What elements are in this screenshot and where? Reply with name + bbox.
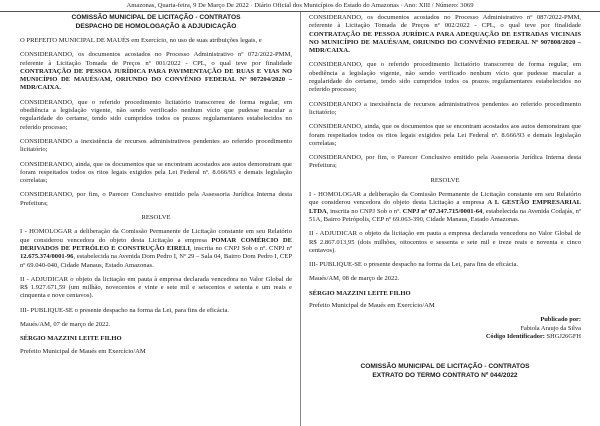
left-signer-name: SÉRGIO MAZZINI LEITE FILHO	[20, 335, 122, 343]
right-paragraph-2: CONSIDERANDO, que o referido procedimento licitatório transcorreu de forma regular, em obediência a legislação vigente, não sendo verificado nenhum vício que pudesse macular a regularidade do certame, tendo sido cumpridos todos os prazos regulamentares estabelecidos no referido processo;	[309, 61, 581, 94]
page-header: Amazonas, Quarta-feira, 9 De Março De 2022 · Diário Oficial dos Municípios do Estado do Amazonas · Ano: XIII / Número: 3069	[0, 0, 600, 12]
right-date: Maués/AM, 08 de março de 2022.	[309, 275, 400, 283]
publication-info	[479, 316, 581, 341]
extract-title	[309, 363, 581, 380]
identifier-code: Código Identificador: SHGJ26GFH	[485, 332, 581, 340]
publisher-name: Fabiola Araujo da Silva	[520, 324, 581, 332]
right-column	[309, 14, 581, 380]
left-date: Maués/AM, 07 de março de 2022.	[20, 321, 111, 329]
right-resolution-3: III- PUBLIQUE-SE o presente despacho na forma da Lei, para fins de eficácia.	[309, 261, 519, 269]
left-paragraph-4: CONSIDERANDO a inexistência de recursos administrativos pendentes ao referido procedimento licitatório;	[20, 137, 292, 154]
right-paragraph-1: CONSIDERANDO, os documentos acostados no Processo Administrativo nº 087/2022-PMM, referente à Licitação Tomada de Preços nº 002/2022 - CPL, o qual teve por finalidade CONTRATAÇÃO DE PESSOA JURÍDICA PARA ADEQUAÇÃO DE ESTRADAS VICINAIS NO MUNICÍPIO DE MAUÉS/AM, ORIUNDO DO CONVÊNIO FEDERAL Nº 907808/2020 – MDR/CAIXA.	[309, 14, 581, 55]
left-column	[20, 14, 292, 362]
left-title-line2: DESPACHO DE HOMOLOGAÇÃO & ADJUDICAÇÃO	[75, 22, 237, 30]
extract-title-line1: COMISSÃO MUNICIPAL DE LICITAÇÃO - CONTRATOS	[360, 363, 530, 371]
right-resolve-heading: RESOLVE	[430, 176, 460, 184]
left-paragraph-5: CONSIDERANDO, ainda, que os documentos que se encontram acostados aos autos demonstram que foram respeitados todos os ritos legais exigidos pela Lei Federal nº. 8.666/93 e demais legislação correlatas;	[20, 160, 292, 185]
left-paragraph-1: O PREFEITO MUNICIPAL DE MAUÉS em Exercício, no uso de suas atribuições legais, e	[20, 37, 262, 44]
left-paragraph-6: CONSIDERANDO, por fim, o Parecer Conclusivo emitido pela Assessoria Jurídica Interna desta Prefeitura;	[20, 191, 292, 207]
column-divider	[300, 12, 301, 426]
left-paragraph-3: CONSIDERANDO, que o referido procedimento licitatório transcorreu de forma regular, em obediência a legislação vigente, não sendo verificado nenhum vício que pudesse macular a regularidade do certame, tendo sido cumpridos todos os prazos regulamentares estabelecidos no referido processo;	[20, 98, 292, 131]
right-paragraph-3: CONSIDERANDO a inexistência de recursos administrativos pendentes ao referido procedimento licitatório;	[309, 100, 581, 116]
right-signer-name: SÉRGIO MAZZINI LEITE FILHO	[309, 289, 411, 297]
published-by-label: Publicado por:	[540, 316, 581, 324]
right-resolution-2: II - ADJUDICAR o objeto da licitação em pauta a empresa declarada vencedora no Valor Global de R$ 2.867.013,95 (dois milhões, oitocentos e sessenta e sete mil e treze reais e noventa e cinco centavos).	[309, 230, 581, 254]
left-signer-role: Prefeito Municipal de Maués em Exercício/AM	[20, 347, 146, 355]
right-signer-role: Prefeito Municipal de Maués em Exercício/AM	[309, 302, 435, 310]
left-title	[20, 14, 292, 31]
right-resolution-1: I - HOMOLOGAR a deliberação da Comissão Permanente de Licitação constante em seu Relatório que considerou vencedora do objeto desta Licitação a empresa A L GESTÃO EMPRESARIAL LTDA, inscrita no CNPJ Sob o nº. CNPJ nº 07.347.715/0001-64, estabelecida na Avenida Codajás, nº 51A, Bairro Petrópolis, CEP nº 69.063-390, Cidade Manaus, Estado Amazonas.	[309, 191, 582, 223]
left-paragraph-2: CONSIDERANDO, os documentos acostados no Processo Administrativo nº 072/2022-PMM, referente à Licitação Tomada de Preços nº 001/2022 - CPL, o qual teve por finalidade CONTRATAÇÃO DE PESSOA JURÍDICA PARA PAVIMENTAÇÃO DE RUAS E VIAS NO MUNICÍPIO DE MAUÉS/AM, ORIUNDO DO CONVÊNIO FEDERAL Nº 907204/2020 – MDR/CAIXA.	[20, 51, 292, 92]
extract-title-line2: EXTRATO DO TERMO CONTRATO Nº 044/2022	[372, 371, 518, 379]
left-resolution-1: I - HOMOLOGAR a deliberação da Comissão Permanente de Licitação constante em seu Relatório que considerou vencedora do objeto desta Licitação a empresa POMAR COMÉRCIO DE DERIVADOS DE PETRÓLEO E CONSTRUÇÃO EIRELI, inscrita no CNPJ Sob o nº. CNPJ nº 12.675.374/0001-96, estabelecida na Avenida Dom Pedro I, Nº 29 – Sala 04, Bairro Dom Pedro I, CEP nº 69.040-040, Cidade Manaus, Estado Amazonas.	[20, 228, 293, 269]
left-resolution-2: II - ADJUDICAR o objeto da licitação em pauta à empresa declarada vencedora no Valor Global de R$ 1.927.671,59 (um milhão, novecentos e vinte e sete mil e seiscentos e setenta e um reais e cinquenta e nove centavos).	[20, 275, 292, 300]
right-paragraph-5: CONSIDERANDO, por fim, o Parecer Conclusivo emitido pela Assessoria Jurídica Interna desta Prefeitura;	[309, 154, 581, 170]
left-title-line1: COMISSÃO MUNICIPAL DE LICITAÇÃO - CONTRATOS	[71, 14, 241, 21]
left-resolve-heading: RESOLVE	[141, 214, 171, 222]
right-paragraph-4: CONSIDERANDO, ainda, que os documentos que se encontram acostados aos autos demonstram que foram respeitados todos os ritos legais exigidos pela Lei Federal nº. 8.666/93 e demais legislação correlatas;	[309, 123, 581, 147]
left-resolution-3: III- PUBLIQUE-SE o presente despacho na forma da Lei, para fins de eficácia.	[20, 306, 230, 314]
